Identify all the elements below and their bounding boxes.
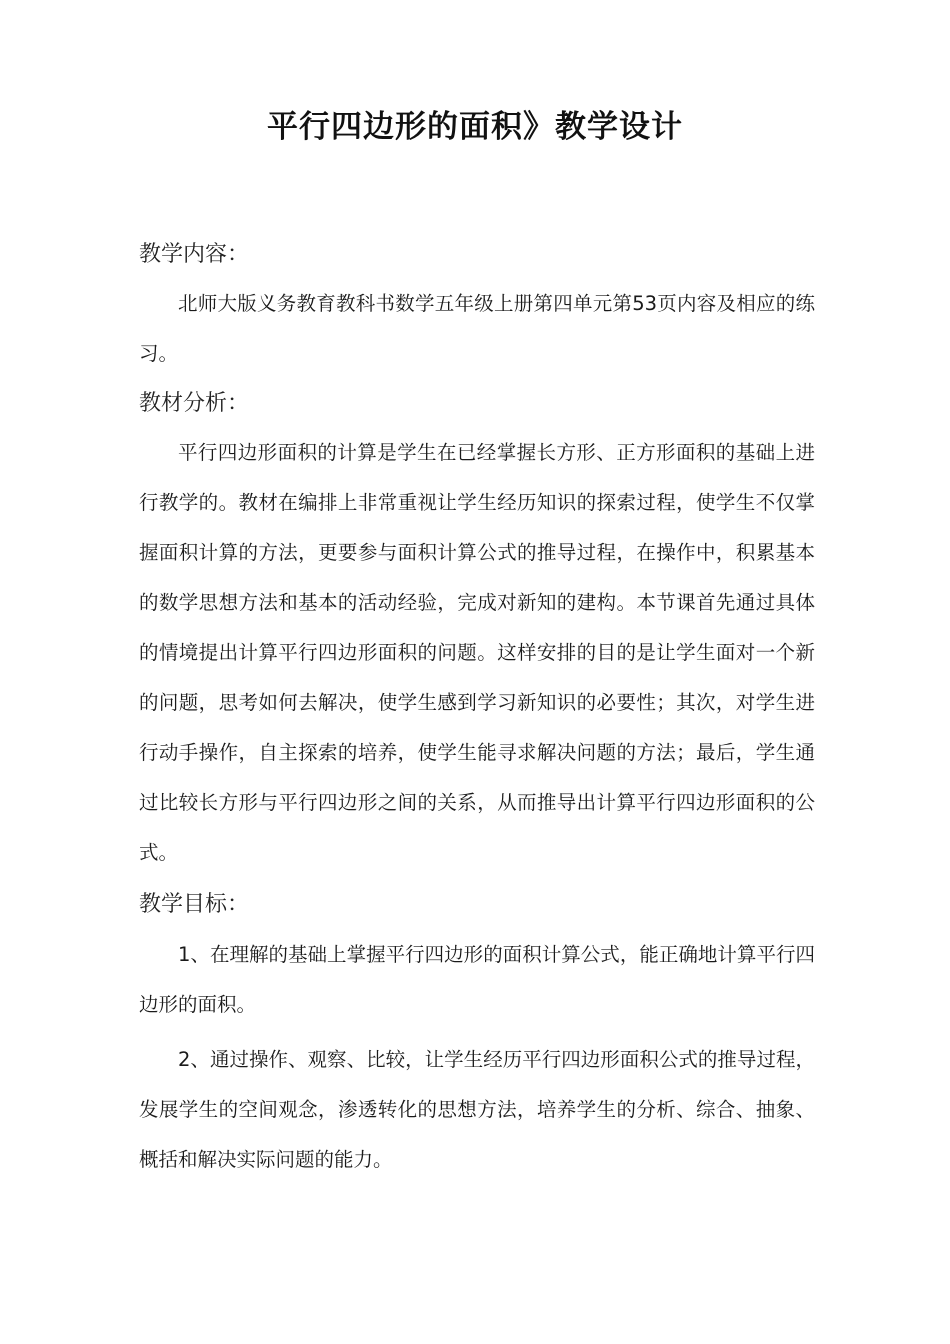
section-material-analysis: [139, 382, 815, 878]
section-teaching-content: [139, 233, 815, 379]
goal-item-2: 2、通过操作、观察、比较，让学生经历平行四边形面积公式的推导过程，发展学生的空间观念，渗透转化的思想方法，培养学生的分析、综合、抽象、概括和解决实际问题的能力。: [139, 1048, 815, 1171]
section-heading: 教材分析：: [139, 391, 250, 416]
goal-item-1: 1、在理解的基础上掌握平行四边形的面积计算公式，能正确地计算平行四边形的面积。: [139, 943, 815, 1016]
document-title: 平行四边形的面积》教学设计: [267, 109, 683, 145]
section-paragraph: 北师大版义务教育教科书数学五年级上册第四单元第53页内容及相应的练习。: [139, 292, 815, 365]
section-paragraph: 平行四边形面积的计算是学生在已经掌握长方形、正方形面积的基础上进行教学的。教材在编排上非常重视让学生经历知识的探索过程，使学生不仅掌握面积计算的方法，更要参与面积计算公式的推导过程，在操作中，积累基本的数学思想方法和基本的活动经验，完成对新知的建构。本节课首先通过具体的情境提出计算平行四边形面积的问题。这样安排的目的是让学生面对一个新的问题，思考如何去解决，使学生感到学习新知识的必要性；其次，对学生进行动手操作，自主探索的培养，使学生能寻求解决问题的方法；最后，学生通过比较长方形与平行四边形之间的关系，从而推导出计算平行四边形面积的公式。: [139, 441, 815, 864]
section-heading: 教学目标：: [139, 892, 250, 917]
section-teaching-goals: [139, 883, 815, 1185]
document-body: [139, 233, 815, 1185]
section-heading: 教学内容：: [139, 242, 250, 267]
